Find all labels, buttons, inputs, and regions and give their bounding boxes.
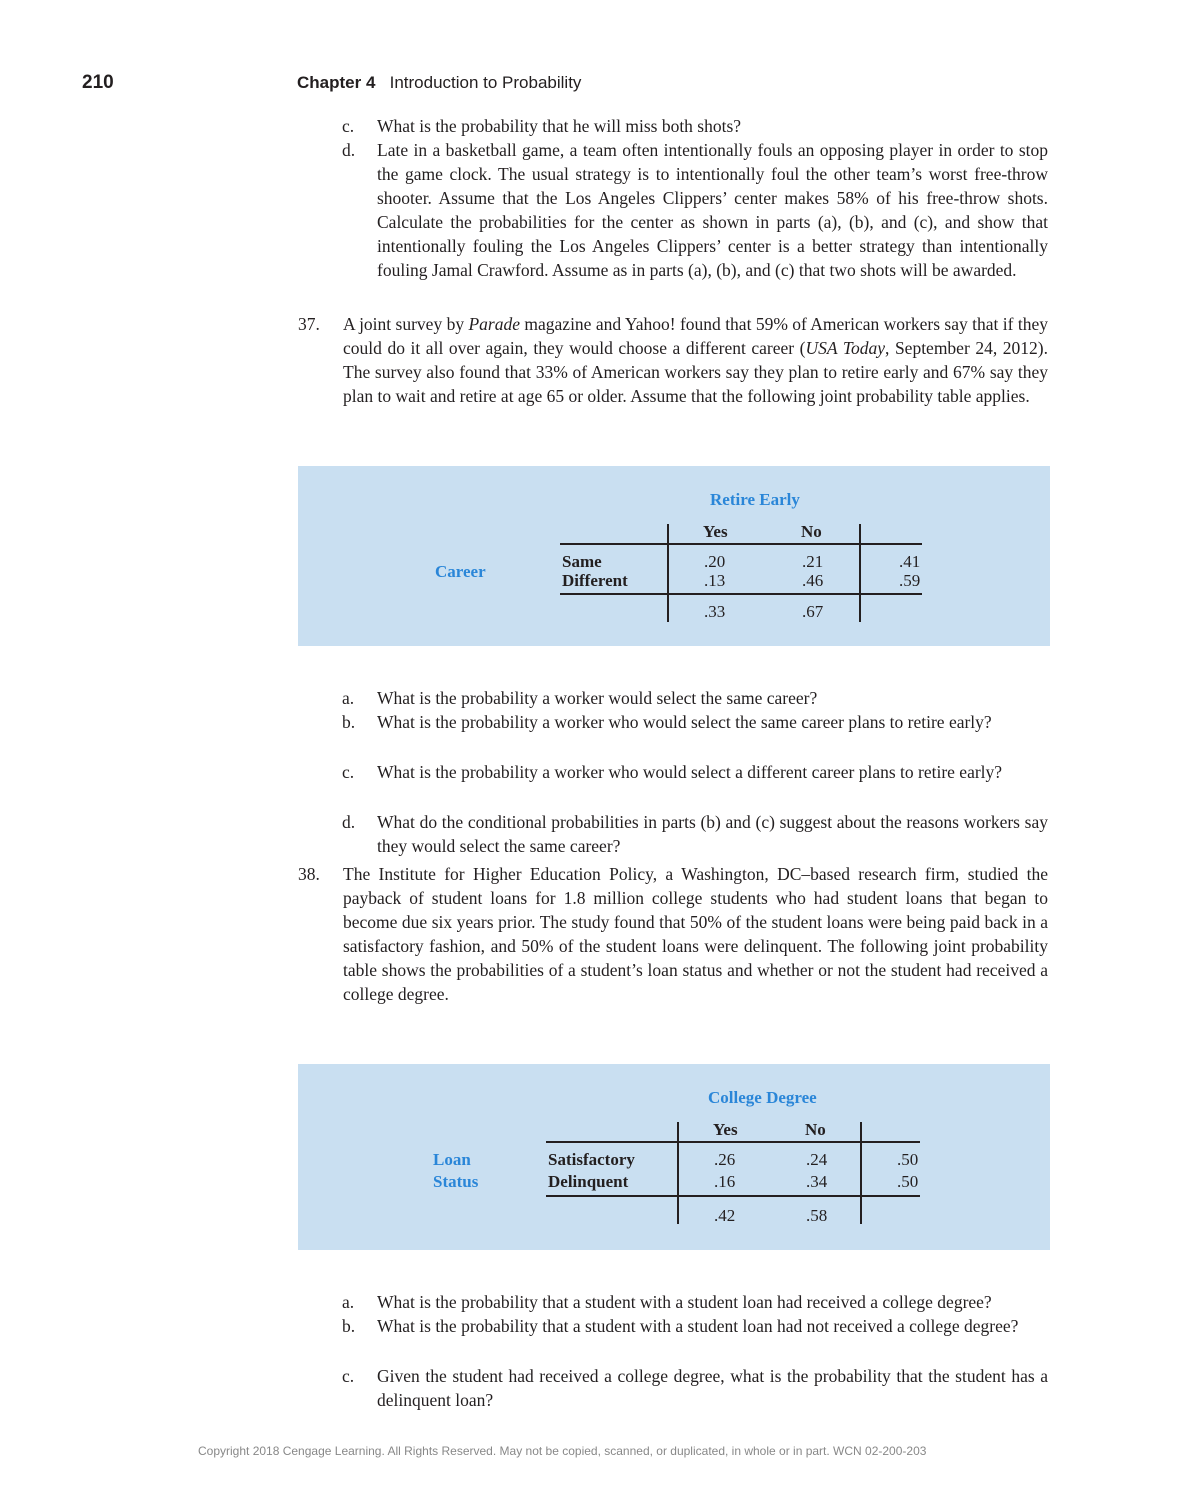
question-text: A joint survey by Parade magazine and Yahoo! found that 59% of American workers say that if they could do it all over again, they would choose a different career (USA Today, September 24, 2012). The survey also found that 33% of American workers say they plan to retire early and 67% say they plan to wait and retire at age 65 or older. Assume that the following joint probability table applies. <box>343 314 1048 406</box>
col-total: .58 <box>806 1206 828 1225</box>
part-text: Given the student had received a college degree, what is the probability that the student has a delinquent loan? <box>377 1366 1048 1410</box>
col-total: .67 <box>802 602 824 621</box>
chapter-label: Chapter 4 <box>297 73 376 92</box>
part-text: What is the probability that he will miss both shots? <box>377 116 742 136</box>
q37-part-b <box>342 710 1048 734</box>
table-rule <box>859 524 861 622</box>
part-text: What is the probability a worker who would select a different career plans to retire early? <box>377 762 1003 782</box>
table-rule <box>677 1122 679 1224</box>
cell: .24 <box>806 1150 828 1169</box>
row-total: .41 <box>899 552 921 571</box>
question-number: 37. <box>298 314 320 334</box>
page-number: 210 <box>82 72 114 93</box>
part-text: What do the conditional probabilities in parts (b) and (c) suggest about the reasons workers say they would select the same career? <box>377 812 1048 856</box>
chapter-title: Introduction to Probability <box>389 73 582 92</box>
cell: .26 <box>714 1150 736 1169</box>
part-text: Late in a basketball game, a team often intentionally fouls an opposing player in order to stop the game clock. The usual strategy is to intentionally foul the other team’s worst free-throw shooter. Assume that the Los Angeles Clippers’ center makes 58% of his free-throw shots. Calculate the probabilities for the center as shown in parts (a), (b), and (c), and show that intentionally fouling the Los Angeles Clippers’ center is a better strategy than intentionally fouling Jamal Crawford. Assume as in parts (a), (b), and (c) that two shots will be awarded. <box>377 140 1048 280</box>
running-head <box>297 73 581 93</box>
question-37 <box>298 312 1048 408</box>
row-total: .50 <box>897 1150 919 1169</box>
question-text: The Institute for Higher Education Policy, a Washington, DC–based research firm, studied the payback of student loans for 1.8 million college students who had student loans that began to become due six years prior. The study found that 50% of the student loans were being paid back in a satisfactory fashion, and 50% of the student loans were delinquent. The following joint probability table shows the probabilities of a student’s loan status and whether or not the student had received a college degree. <box>343 864 1048 1004</box>
q38-part-b <box>342 1314 1048 1338</box>
cell: .21 <box>802 552 824 571</box>
col-total: .33 <box>704 602 726 621</box>
question-38 <box>298 862 1048 1006</box>
table-rule <box>546 1195 920 1197</box>
col-header-yes: Yes <box>703 522 728 541</box>
table-rule <box>667 524 669 622</box>
row-total: .50 <box>897 1172 919 1191</box>
cell: .13 <box>704 571 726 590</box>
col-total: .42 <box>714 1206 736 1225</box>
part-label: c. <box>342 116 355 136</box>
copyright-footer: Copyright 2018 Cengage Learning. All Rights Reserved. May not be copied, scanned, or duplicated, in whole or in part. WCN 02-200-203 <box>198 1444 927 1458</box>
table-rule <box>560 593 922 595</box>
table-rule <box>546 1141 920 1143</box>
q38-part-c <box>342 1364 1048 1412</box>
col-header-no: No <box>805 1120 826 1139</box>
part-label: d. <box>342 812 356 832</box>
row-label-satisfactory: Satisfactory <box>548 1150 635 1169</box>
part-label: a. <box>342 1292 355 1312</box>
q36-part-c <box>342 114 1048 138</box>
table-college-degree <box>298 1064 1050 1250</box>
q37-part-a <box>342 686 1048 710</box>
row-group-label: Career <box>435 562 486 581</box>
row-label-different: Different <box>562 571 628 590</box>
row-total: .59 <box>899 571 921 590</box>
cell: .20 <box>704 552 726 571</box>
row-group-label: Loan <box>433 1150 471 1169</box>
column-group-label: College Degree <box>708 1088 817 1107</box>
table-rule <box>860 1122 862 1224</box>
table-retire-early <box>298 466 1050 646</box>
part-label: b. <box>342 712 356 732</box>
part-text: What is the probability a worker who would select the same career plans to retire early? <box>377 712 992 732</box>
q38-part-a <box>342 1290 1048 1314</box>
cell: .34 <box>806 1172 828 1191</box>
col-header-no: No <box>801 522 822 541</box>
row-label-same: Same <box>562 552 602 571</box>
part-text: What is the probability that a student with a student loan had not received a college degree? <box>377 1316 1019 1336</box>
cell: .16 <box>714 1172 736 1191</box>
q37-part-c <box>342 760 1048 784</box>
part-label: c. <box>342 762 355 782</box>
part-label: c. <box>342 1366 355 1386</box>
part-text: What is the probability that a student with a student loan had received a college degree? <box>377 1292 992 1312</box>
row-label-delinquent: Delinquent <box>548 1172 629 1191</box>
part-label: a. <box>342 688 355 708</box>
q36-part-d <box>342 138 1048 282</box>
column-group-label: Retire Early <box>710 490 800 509</box>
cell: .46 <box>802 571 824 590</box>
q37-part-d <box>342 810 1048 858</box>
question-number: 38. <box>298 864 320 884</box>
row-group-label: Status <box>433 1172 479 1191</box>
part-label: d. <box>342 140 356 160</box>
part-text: What is the probability a worker would select the same career? <box>377 688 818 708</box>
col-header-yes: Yes <box>713 1120 738 1139</box>
part-label: b. <box>342 1316 356 1336</box>
table-rule <box>560 543 922 545</box>
